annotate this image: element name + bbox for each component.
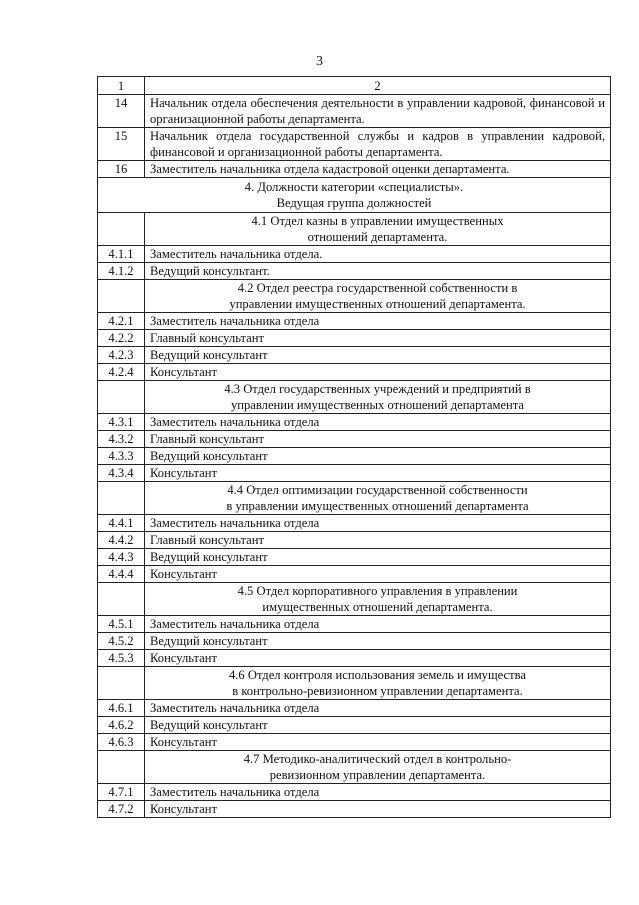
table-header-row [98,77,611,95]
section-title-line-2: в контрольно-ревизионном управлении департамента. [232,684,523,698]
table-row [98,161,611,178]
table-row [98,330,611,347]
row-number-empty [98,213,145,246]
table-row [98,515,611,532]
row-number: 4.3.2 [98,431,145,448]
table-row [98,364,611,381]
table-row [98,95,611,128]
row-text: Заместитель начальника отдела [145,515,611,532]
table-row [98,313,611,330]
section-title-row [98,381,611,414]
row-number: 4.2.3 [98,347,145,364]
row-text: Ведущий консультант. [145,263,611,280]
table-row [98,465,611,482]
table-row [98,717,611,734]
row-number: 4.1.1 [98,246,145,263]
table-row [98,347,611,364]
section-title-line-2: в управлении имущественных отношений департамента [226,499,529,513]
row-text: Заместитель начальника отдела. [145,246,611,263]
row-number: 4.5.2 [98,633,145,650]
row-text: Консультант [145,801,611,818]
section-title-line-2: управлении имущественных отношений департамента [230,398,525,412]
section-title-line-1: 4. Должности категории «специалисты». [244,180,464,194]
section-title-line-2: управлении имущественных отношений департамента. [229,297,526,311]
row-text: Главный консультант [145,431,611,448]
table-row [98,128,611,161]
table-row [98,633,611,650]
table-row [98,431,611,448]
row-text: Заместитель начальника отдела [145,313,611,330]
row-number: 4.7.1 [98,784,145,801]
table-row [98,700,611,717]
row-number: 4.5.1 [98,616,145,633]
row-number: 16 [98,161,145,178]
header-col-2: 2 [145,77,611,95]
row-text: Заместитель начальника отдела кадастровой оценки департамента. [145,161,611,178]
row-number: 4.6.1 [98,700,145,717]
row-number: 4.6.2 [98,717,145,734]
row-text: Главный консультант [145,330,611,347]
row-number: 4.4.1 [98,515,145,532]
section-title-line-1: 4.7 Методико-аналитический отдел в контрольно- [243,752,512,766]
row-number: 4.3.1 [98,414,145,431]
section-title-line-1: 4.2 Отдел реестра государственной собственности в [237,281,518,295]
section-title-line-1: 4.3 Отдел государственных учреждений и предприятий в [224,382,531,396]
positions-table-body [98,77,611,818]
row-number: 4.4.4 [98,566,145,583]
section-title [145,213,611,246]
section-title-line-1: 4.5 Отдел корпоративного управления в управлении [237,584,518,598]
row-number: 15 [98,128,145,161]
table-row [98,448,611,465]
section-title [145,583,611,616]
page-number: 3 [316,54,323,69]
row-text: Консультант [145,566,611,583]
section-title-line-1: 4.1 Отдел казны в управлении имущественных [251,214,504,228]
row-number-empty [98,667,145,700]
table-row [98,734,611,751]
row-text: Заместитель начальника отдела [145,700,611,717]
row-text: Ведущий консультант [145,347,611,364]
row-number-empty [98,381,145,414]
row-text: Заместитель начальника отдела [145,414,611,431]
row-number: 4.2.4 [98,364,145,381]
section-title-row [98,482,611,515]
section-title [145,280,611,313]
row-text: Главный консультант [145,532,611,549]
row-number-empty [98,583,145,616]
row-number: 4.1.2 [98,263,145,280]
table-row [98,784,611,801]
section-title-row [98,751,611,784]
table-row [98,532,611,549]
row-text: Консультант [145,465,611,482]
section-title [145,381,611,414]
row-number-empty [98,280,145,313]
row-text: Ведущий консультант [145,717,611,734]
row-text: Ведущий консультант [145,633,611,650]
row-text: Начальник отдела государственной службы и кадров в управлении кадровой, финансовой и организационной работы департамента. [145,128,611,161]
row-text: Заместитель начальника отдела [145,784,611,801]
positions-table [97,76,611,818]
table-row [98,549,611,566]
section-title-line-2: имущественных отношений департамента. [262,600,493,614]
row-text: Ведущий консультант [145,549,611,566]
row-text: Консультант [145,650,611,667]
section-title-line-2: ревизионном управлении департамента. [269,768,486,782]
section-title [98,178,611,213]
row-text: Ведущий консультант [145,448,611,465]
row-number: 4.4.3 [98,549,145,566]
section-title-line-2: Ведущая группа должностей [276,196,432,210]
row-text: Начальник отдела обеспечения деятельности в управлении кадровой, финансовой и организационной работы департамента. [145,95,611,128]
row-number: 14 [98,95,145,128]
section-title-row [98,667,611,700]
row-number-empty [98,482,145,515]
row-number-empty [98,751,145,784]
table-row [98,246,611,263]
row-text: Консультант [145,734,611,751]
table-row [98,263,611,280]
table-row [98,616,611,633]
row-number: 4.6.3 [98,734,145,751]
table-row [98,650,611,667]
table-row [98,414,611,431]
table-row [98,801,611,818]
header-col-1: 1 [98,77,145,95]
table-row [98,566,611,583]
row-number: 4.2.1 [98,313,145,330]
section-title [145,751,611,784]
section-title-line-2: отношений департамента. [307,230,448,244]
row-text: Консультант [145,364,611,381]
section-title-line-1: 4.4 Отдел оптимизации государственной собственности [227,483,528,497]
section-title-line-1: 4.6 Отдел контроля использования земель и имущества [228,668,527,682]
row-number: 4.2.2 [98,330,145,347]
row-number: 4.7.2 [98,801,145,818]
section-title [145,667,611,700]
row-number: 4.3.4 [98,465,145,482]
section-title-row [98,280,611,313]
section-title [145,482,611,515]
row-number: 4.3.3 [98,448,145,465]
row-number: 4.5.3 [98,650,145,667]
row-number: 4.4.2 [98,532,145,549]
section-title-row [98,583,611,616]
section-title-row [98,213,611,246]
category-title-row [98,178,611,213]
row-text: Заместитель начальника отдела [145,616,611,633]
